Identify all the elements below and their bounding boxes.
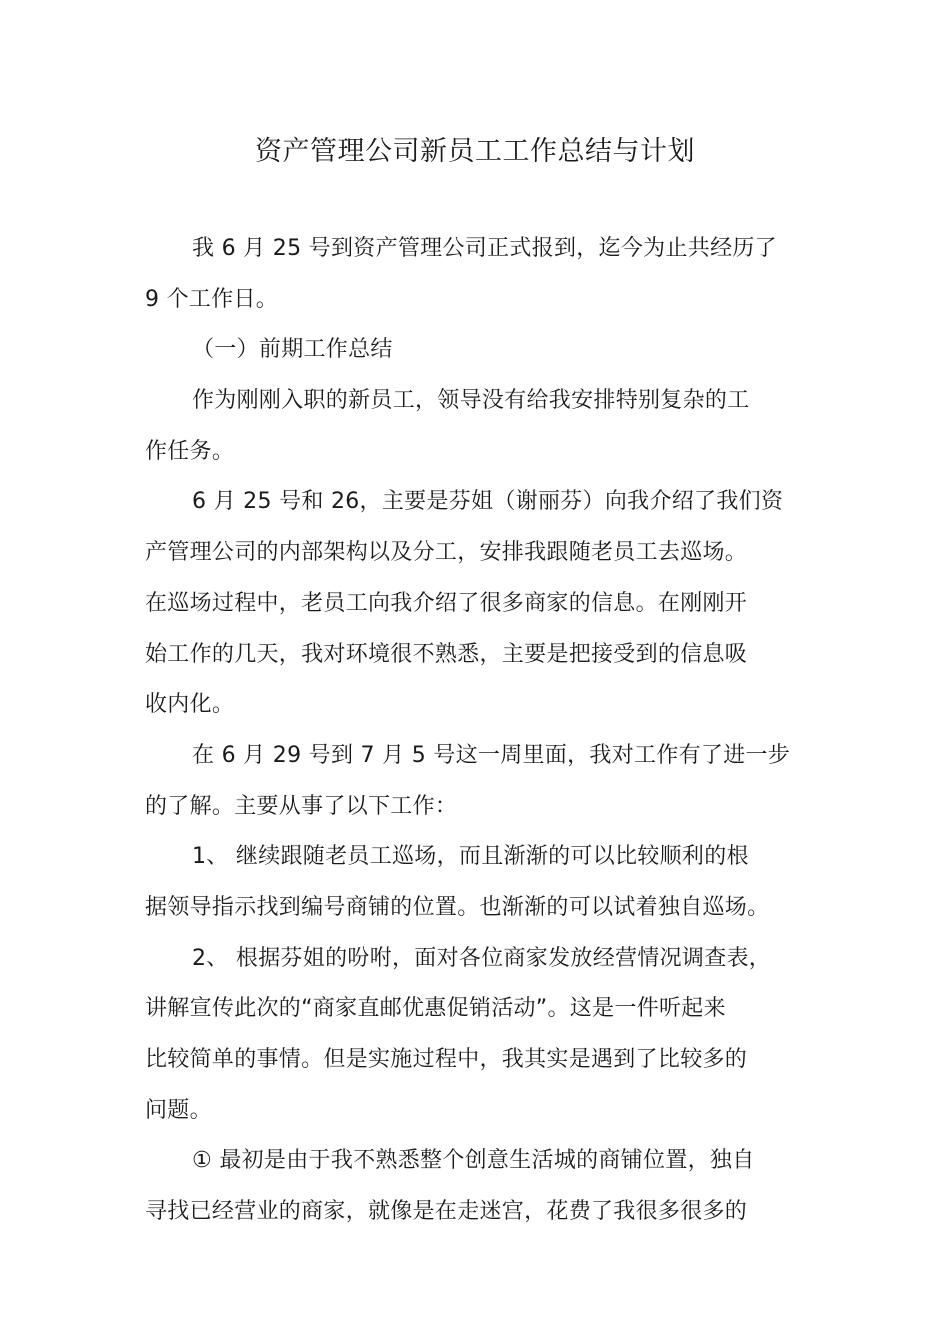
document-title: 资产管理公司新员工工作总结与计划 xyxy=(255,136,695,167)
paragraph-line: ① 最初是由于我不熟悉整个创意生活城的商铺位置，独自 xyxy=(192,1148,755,1174)
paragraph-line: 6 月 25 号和 26，主要是芬姐（谢丽芬）向我介绍了我们资 xyxy=(192,489,784,515)
paragraph-line: 始工作的几天，我对环境很不熟悉，主要是把接受到的信息吸 xyxy=(145,641,748,667)
paragraph-line: 收内化。 xyxy=(145,692,235,718)
document-body xyxy=(145,224,807,1238)
paragraph-line: 比较简单的事情。但是实施过程中，我其实是遇到了比较多的 xyxy=(145,1047,748,1072)
paragraph-line: 讲解宣传此次的“商家直邮优惠促销活动”。这是一件听起来 xyxy=(145,996,726,1022)
paragraph-line: 在 6 月 29 号到 7 月 5 号这一周里面，我对工作有了进一步 xyxy=(192,742,791,768)
paragraph-line: 9 个工作日。 xyxy=(145,286,279,312)
paragraph-line: 的了解。主要从事了以下工作： xyxy=(145,793,458,819)
paragraph-line: 问题。 xyxy=(145,1097,212,1123)
paragraph-line: 作任务。 xyxy=(145,438,235,464)
paragraph-line: 寻找已经营业的商家，就像是在走迷宫，花费了我很多很多的 xyxy=(145,1199,748,1225)
paragraph-line: 在巡场过程中，老员工向我介绍了很多商家的信息。在刚刚开 xyxy=(145,590,748,616)
paragraph-line: 作为刚刚入职的新员工，领导没有给我安排特别复杂的工 xyxy=(192,388,750,414)
paragraph-line: 我 6 月 25 号到资产管理公司正式报到，迄今为止共经历了 xyxy=(192,236,777,261)
paragraph-line: 产管理公司的内部架构以及分工，安排我跟随老员工去巡场。 xyxy=(145,540,748,566)
paragraph-line: 据领导指示找到编号商铺的位置。也渐渐的可以试着独自巡场。 xyxy=(145,894,770,920)
paragraph-line: 1、 继续跟随老员工巡场，而且渐渐的可以比较顺利的根 xyxy=(192,844,749,870)
paragraph-line: （一）前期工作总结 xyxy=(192,337,393,363)
paragraph-line: 2、 根据芬姐的吩咐，面对各位商家发放经营情况调查表， xyxy=(192,945,772,971)
